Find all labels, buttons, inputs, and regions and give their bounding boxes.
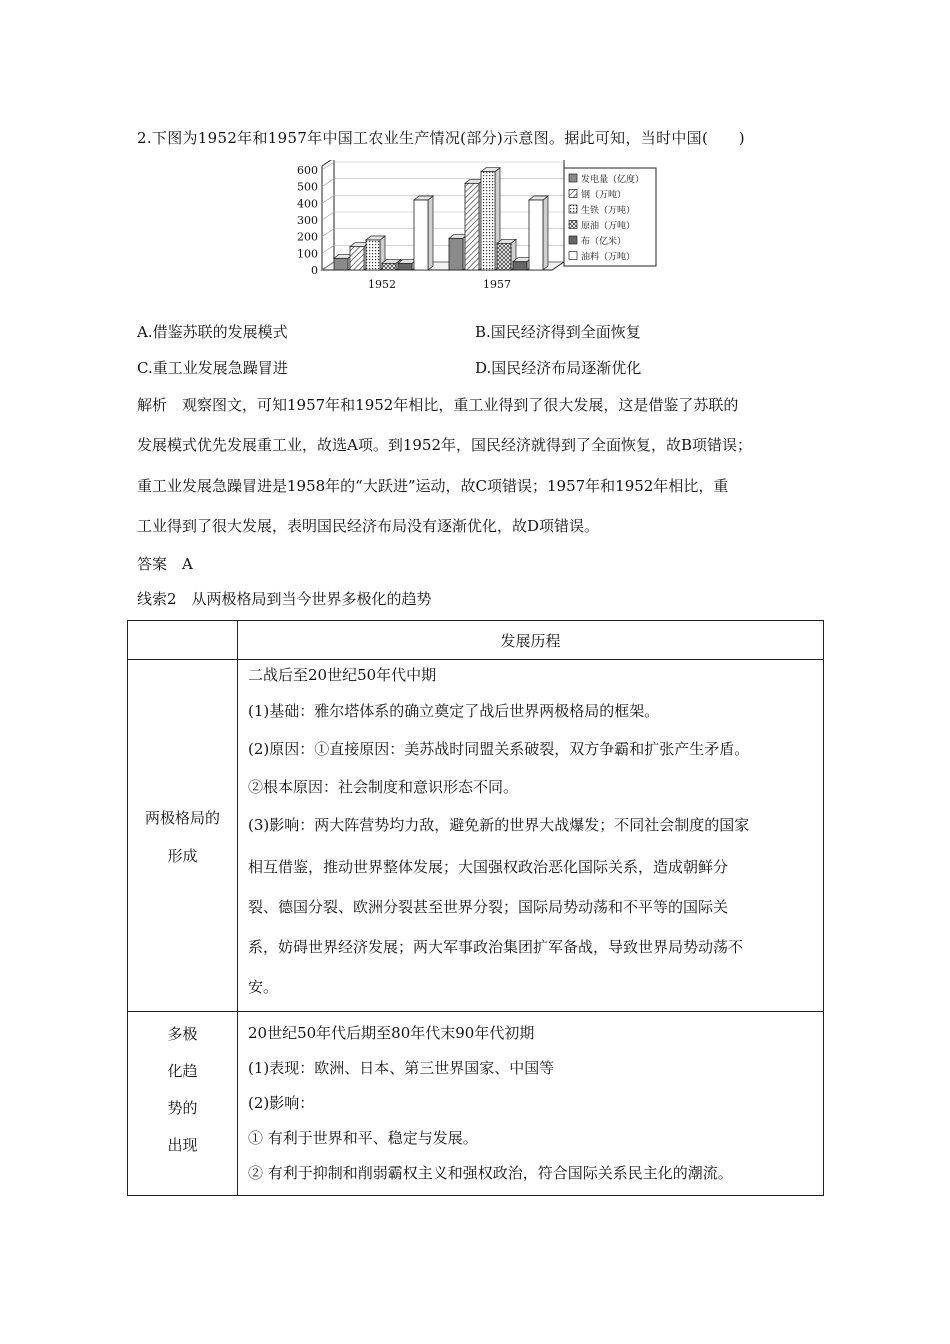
chart-legend-label: 钢（万吨） xyxy=(581,190,627,201)
analysis-line-3: 重工业发展急躁冒进是1958年的“大跃进”运动，故C项错误；1957年和1952年相比，重 xyxy=(137,477,729,495)
question-stem: 2.下图为1952年和1957年中国工农业生产情况(部分)示意图。据此可知，当时中国( ) xyxy=(137,129,745,147)
chart-gridline xyxy=(322,212,334,220)
answer: 答案 A xyxy=(137,555,193,573)
content-line: (2)影响： xyxy=(248,1094,315,1112)
chart-gridline xyxy=(322,229,334,237)
chart-bar xyxy=(529,200,543,270)
row-label-line: 多极 xyxy=(167,1025,198,1043)
chart-bar-side xyxy=(428,196,433,270)
row-label-bipolar xyxy=(128,660,238,1012)
content-line: 安。 xyxy=(248,978,279,996)
chart-bar xyxy=(449,238,463,270)
chart-bar xyxy=(497,243,511,270)
row-label-line: 出现 xyxy=(167,1136,198,1154)
content-line: 系，妨碍世界经济发展；两大军事政治集团扩军备战，导致世界局势动荡不 xyxy=(248,938,744,956)
content-line: (1)表现：欧洲、日本、第三世界国家、中国等 xyxy=(248,1059,555,1077)
chart-gridline xyxy=(322,162,334,170)
row-label-line: 形成 xyxy=(167,847,198,865)
option-b[interactable]: B.国民经济得到全面恢复 xyxy=(475,323,641,341)
table-header-row xyxy=(128,621,824,660)
content-line: 20世纪50年代后期至80年代末90年代初期 xyxy=(248,1024,535,1042)
chart-legend-label: 发电量（亿度） xyxy=(581,175,645,185)
option-a[interactable]: A.借鉴苏联的发展模式 xyxy=(137,323,288,341)
chart-legend-swatch xyxy=(569,190,577,198)
chart-y-tick-label: 500 xyxy=(297,180,318,194)
chart-bar-side xyxy=(543,196,548,270)
content-line: ① 有利于世界和平、稳定与发展。 xyxy=(248,1129,478,1147)
chart-bar xyxy=(465,183,479,270)
content-line: (3)影响：两大阵营势均力敌，避免新的世界大战爆发；不同社会制度的国家 xyxy=(248,816,750,834)
content-line: 二战后至20世纪50年代中期 xyxy=(248,666,437,684)
chart-y-tick-label: 400 xyxy=(297,197,318,211)
chart-gridline xyxy=(322,245,334,253)
option-d[interactable]: D.国民经济布局逐渐优化 xyxy=(475,359,642,377)
history-table xyxy=(127,620,824,1196)
chart-y-tick-label: 0 xyxy=(311,264,318,277)
chart-bar xyxy=(481,172,495,270)
content-line: ② 有利于抑制和削弱霸权主义和强权政治，符合国际关系民主化的潮流。 xyxy=(248,1164,733,1182)
chart-legend-label: 布（亿米） xyxy=(581,237,627,247)
content-line: (1)基础：雅尔塔体系的确立奠定了战后世界两极格局的框架。 xyxy=(248,702,660,720)
content-line: ②根本原因：社会制度和意识形态不同。 xyxy=(248,778,519,796)
content-line: (2)原因：①直接原因：美苏战时同盟关系破裂，双方争霸和扩张产生矛盾。 xyxy=(248,740,750,758)
analysis-line-4: 工业得到了很大发展，表明国民经济布局没有逐渐优化，故D项错误。 xyxy=(137,517,600,535)
table-row xyxy=(128,1012,824,1196)
table-header-empty xyxy=(128,621,238,660)
chart-legend-label: 油料（万吨） xyxy=(581,252,636,263)
chart-bar xyxy=(350,247,364,270)
content-line: 相互借鉴，推动世界整体发展；大国强权政治恶化国际关系，造成朝鲜分 xyxy=(248,858,729,876)
chart-bar xyxy=(414,200,428,270)
chart-bar xyxy=(382,263,396,270)
option-c[interactable]: C.重工业发展急躁冒进 xyxy=(137,359,288,377)
chart-legend-swatch xyxy=(569,205,577,213)
chart-legend-swatch xyxy=(569,174,577,182)
chart-y-tick-label: 100 xyxy=(297,247,318,261)
row-label-line: 势的 xyxy=(167,1099,198,1117)
analysis-line-2: 发展模式优先发展重工业，故选A项。到1952年，国民经济就得到了全面恢复，故B项错误； xyxy=(137,436,753,454)
clue-heading: 线索2 从两极格局到当今世界多极化的趋势 xyxy=(137,590,432,608)
row-label-multipolar xyxy=(128,1012,238,1196)
chart-legend-swatch xyxy=(569,221,577,229)
chart-bar xyxy=(398,263,412,270)
bar-chart xyxy=(282,160,662,300)
chart-bar xyxy=(366,240,380,270)
chart-legend-swatch xyxy=(569,252,577,260)
chart-x-tick-label: 1952 xyxy=(368,278,396,291)
row-label-line: 两极格局的 xyxy=(144,809,220,827)
chart-x-tick-label: 1957 xyxy=(483,278,511,291)
chart-y-tick-label: 300 xyxy=(297,214,318,227)
chart-bar xyxy=(513,262,527,270)
chart-legend-label: 生铁（万吨） xyxy=(581,206,636,216)
chart-y-tick-label: 200 xyxy=(297,230,318,244)
analysis-line-1: 解析 观察图文，可知1957年和1952年相比，重工业得到了很大发展，这是借鉴了苏联的 xyxy=(137,396,739,414)
chart-legend-swatch xyxy=(569,236,577,244)
bar-chart-svg xyxy=(282,160,662,300)
chart-y-tick-label: 600 xyxy=(297,164,318,177)
table-row xyxy=(128,660,824,1012)
content-line: 裂、德国分裂、欧洲分裂甚至世界分裂；国际局势动荡和不平等的国际关 xyxy=(248,898,729,916)
row-content-multipolar xyxy=(238,1012,824,1196)
row-label-line: 化趋 xyxy=(167,1062,198,1080)
chart-legend-label: 原油（万吨） xyxy=(581,221,636,232)
table-header-cell: 发展历程 xyxy=(238,621,824,660)
row-content-bipolar xyxy=(238,660,824,1012)
chart-gridline xyxy=(322,195,334,203)
chart-bar xyxy=(334,258,348,270)
chart-gridline xyxy=(322,179,334,187)
